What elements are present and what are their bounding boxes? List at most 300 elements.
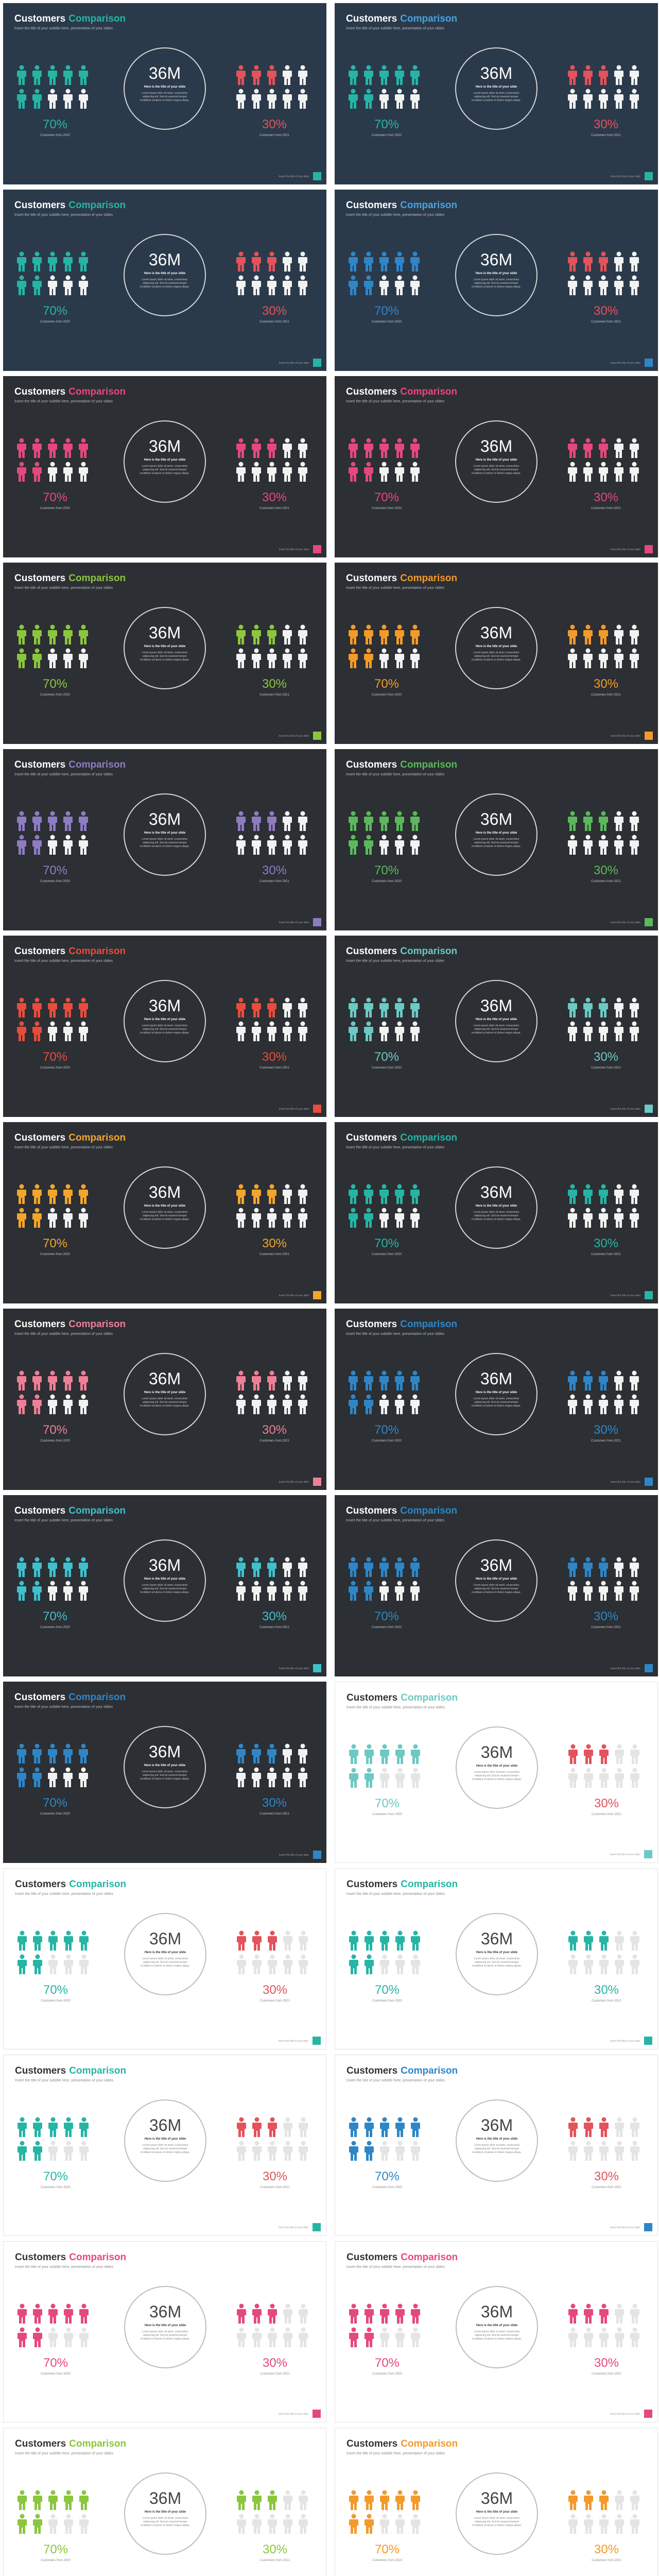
title-main: Customers — [346, 1132, 397, 1143]
right-label: Customers from 2021 — [259, 134, 289, 137]
person-icon — [63, 251, 73, 272]
people-group-right — [236, 438, 313, 482]
slide-subtitle: Insert the title of your subtitle here, presentation of your slides — [346, 2452, 445, 2455]
person-icon — [379, 1581, 389, 1601]
person-icon — [349, 2490, 359, 2511]
person-icon — [283, 2303, 293, 2324]
person-icon — [47, 1767, 58, 1788]
person-icon — [236, 1954, 247, 1975]
stat-heading: Here is the title of your slide — [475, 832, 517, 835]
person-icon — [630, 2117, 640, 2138]
person-icon — [630, 2327, 640, 2348]
title-accent: Comparison — [68, 759, 126, 770]
person-icon — [267, 811, 277, 832]
person-icon — [267, 89, 277, 109]
person-icon — [236, 1394, 246, 1415]
person-icon — [629, 462, 639, 482]
people-group-right — [567, 811, 645, 855]
person-icon — [614, 835, 624, 855]
person-icon — [410, 275, 420, 296]
person-icon — [567, 624, 578, 645]
person-icon — [32, 648, 42, 669]
person-icon — [282, 1184, 292, 1205]
person-icon — [614, 811, 624, 832]
stat-value: 36M — [480, 437, 513, 455]
person-icon — [16, 1184, 27, 1205]
stat-description: Lorem ipsum dolor sit amet, consectetur adipiscing elit. Sed do eiusmod tempor incididunt ut labore et dolore magna aliqua. — [140, 92, 189, 102]
stat-description: Lorem ipsum dolor sit amet, consectetur adipiscing elit. Sed do eiusmod tempor incididunt ut labore et dolore magna aliqua. — [472, 2330, 522, 2341]
stat-circle — [124, 1353, 206, 1435]
right-label: Customers from 2021 — [591, 134, 621, 137]
slide-subtitle: Insert the title of your subtitle here, presentation of your slides — [346, 1706, 445, 1709]
slide-title — [14, 1132, 126, 1144]
stat-description: Lorem ipsum dolor sit amet, consectetur adipiscing elit. Sed do eiusmod tempor incididunt ut labore et dolore magna aliqua. — [472, 1211, 521, 1221]
person-icon — [63, 1767, 73, 1788]
person-icon — [32, 1370, 42, 1391]
slide — [335, 1682, 658, 1863]
stat-description: Lorem ipsum dolor sit amet, consectetur adipiscing elit. Sed do eiusmod tempor incididunt ut labore et dolore magna aliqua. — [140, 1024, 189, 1035]
person-icon — [282, 438, 292, 459]
person-icon — [629, 1021, 639, 1042]
person-icon — [298, 1767, 308, 1788]
person-icon — [614, 89, 624, 109]
stat-heading: Here is the title of your slide — [476, 1765, 518, 1768]
left-percent: 70% — [42, 1050, 68, 1064]
person-icon — [410, 2117, 421, 2138]
page-number-badge — [313, 545, 321, 553]
slide-footer: Insert the title of your slide — [610, 735, 640, 738]
slide — [335, 1309, 658, 1490]
page-number-badge — [645, 172, 653, 180]
person-icon — [298, 997, 308, 1018]
stat-circle — [456, 2286, 538, 2368]
left-label: Customers from 2020 — [40, 693, 70, 697]
people-group-left — [348, 65, 425, 109]
person-icon — [267, 2117, 278, 2138]
person-icon — [63, 2303, 74, 2324]
person-icon — [32, 1767, 42, 1788]
slide — [335, 1868, 658, 2049]
person-icon — [17, 1954, 27, 1975]
people-group-right — [568, 2117, 645, 2161]
left-label: Customers from 2020 — [372, 507, 402, 510]
people-group-left — [16, 997, 94, 1042]
person-icon — [78, 1184, 89, 1205]
left-label: Customers from 2020 — [40, 880, 70, 883]
title-accent: Comparison — [68, 1132, 126, 1143]
person-icon — [410, 1208, 420, 1228]
person-icon — [282, 251, 292, 272]
stat-value: 36M — [148, 1183, 181, 1201]
stat-heading: Here is the title of your slide — [144, 1018, 186, 1021]
person-icon — [48, 1930, 58, 1951]
person-icon — [629, 811, 639, 832]
people-group-left — [17, 2303, 94, 2348]
slide-footer: Insert the title of your slide — [279, 175, 309, 178]
person-icon — [267, 2514, 278, 2534]
stat-description: Lorem ipsum dolor sit amet, consectetur adipiscing elit. Sed do eiusmod tempor incididunt ut labore et dolore magna aliqua. — [472, 278, 521, 289]
stat-heading: Here is the title of your slide — [144, 1951, 186, 1954]
people-group-right — [567, 1557, 645, 1601]
person-icon — [598, 462, 609, 482]
person-icon — [379, 1021, 389, 1042]
right-label: Customers from 2021 — [259, 1812, 289, 1816]
slide-title — [346, 759, 457, 771]
person-icon — [16, 1208, 27, 1228]
person-icon — [629, 648, 639, 669]
person-icon — [17, 1930, 27, 1951]
person-icon — [364, 1768, 374, 1788]
slide-subtitle: Insert the title of your subtitle here, presentation of your slides — [346, 1892, 445, 1896]
person-icon — [379, 65, 389, 86]
person-icon — [251, 65, 262, 86]
person-icon — [63, 1743, 73, 1764]
people-group-left — [348, 1370, 425, 1415]
title-main: Customers — [346, 759, 397, 770]
left-percent: 70% — [42, 1423, 68, 1437]
person-icon — [629, 438, 639, 459]
title-accent: Comparison — [68, 1319, 126, 1330]
title-accent: Comparison — [400, 200, 458, 211]
stat-description: Lorem ipsum dolor sit amet, consectetur adipiscing elit. Sed do eiusmod tempor incididunt ut labore et dolore magna aliqua. — [140, 278, 189, 289]
left-label: Customers from 2020 — [372, 880, 402, 883]
person-icon — [16, 648, 27, 669]
person-icon — [394, 89, 405, 109]
left-percent: 70% — [43, 2356, 68, 2370]
people-group-right — [236, 2490, 314, 2534]
slide-subtitle: Insert the title of your subtitle here, presentation of your slides — [14, 773, 113, 776]
title-accent: Comparison — [400, 1132, 458, 1143]
person-icon — [363, 1394, 374, 1415]
left-label: Customers from 2020 — [41, 2372, 71, 2376]
person-icon — [349, 1744, 359, 1765]
people-group-right — [236, 624, 313, 669]
slide-subtitle: Insert the title of your subtitle here, presentation of your slides — [14, 1705, 113, 1709]
person-icon — [252, 2514, 262, 2534]
person-icon — [63, 1021, 73, 1042]
person-icon — [32, 1184, 42, 1205]
page-number-badge — [313, 1664, 321, 1672]
person-icon — [78, 65, 89, 86]
title-main: Customers — [14, 13, 66, 24]
page-number-badge — [644, 1850, 652, 1858]
person-icon — [410, 89, 420, 109]
title-accent: Comparison — [401, 1879, 458, 1890]
people-group-right — [236, 251, 313, 296]
person-icon — [363, 275, 374, 296]
slide-title — [346, 2438, 458, 2450]
title-accent: Comparison — [401, 2252, 458, 2263]
stat-circle — [124, 980, 206, 1062]
person-icon — [410, 1768, 421, 1788]
slide-subtitle: Insert the title of your subtitle here, presentation of your slides — [346, 773, 445, 776]
title-main: Customers — [346, 2065, 398, 2076]
stat-heading: Here is the title of your slide — [144, 2511, 186, 2514]
slide — [3, 936, 326, 1117]
title-main: Customers — [346, 2438, 398, 2449]
person-icon — [267, 438, 277, 459]
slide-title — [346, 1132, 457, 1144]
person-icon — [48, 2327, 58, 2348]
person-icon — [614, 462, 624, 482]
slide-subtitle: Insert the title of your subtitle here, presentation of your slides — [14, 959, 113, 963]
person-icon — [583, 89, 593, 109]
slide — [335, 2055, 658, 2236]
person-icon — [236, 648, 246, 669]
person-icon — [78, 1021, 89, 1042]
slide-subtitle: Insert the title of your subtitle here, presentation of your slides — [346, 1519, 445, 1522]
person-icon — [349, 2141, 359, 2161]
person-icon — [78, 648, 89, 669]
slide-footer: Insert the title of your slide — [279, 1294, 309, 1297]
person-icon — [583, 65, 593, 86]
person-icon — [599, 2117, 609, 2138]
person-icon — [47, 1581, 58, 1601]
person-icon — [568, 1930, 578, 1951]
person-icon — [395, 1930, 405, 1951]
stat-heading: Here is the title of your slide — [475, 1018, 517, 1021]
right-label: Customers from 2021 — [592, 2559, 621, 2562]
slide — [3, 563, 326, 744]
right-percent: 30% — [262, 1050, 287, 1064]
person-icon — [567, 1208, 578, 1228]
person-icon — [251, 1743, 262, 1764]
stat-description: Lorem ipsum dolor sit amet, consectetur adipiscing elit. Sed do eiusmod tempor incididunt ut labore et dolore magna aliqua. — [472, 1584, 521, 1594]
person-icon — [583, 1370, 593, 1391]
slide-subtitle: Insert the title of your subtitle here, presentation of your slides — [15, 2265, 114, 2269]
stat-circle — [456, 1913, 538, 1995]
stat-value: 36M — [148, 437, 181, 455]
person-icon — [614, 997, 624, 1018]
title-main: Customers — [14, 386, 66, 397]
stat-description: Lorem ipsum dolor sit amet, consectetur adipiscing elit. Sed do eiusmod tempor incididunt ut labore et dolore magna aliqua. — [141, 2144, 190, 2154]
person-icon — [298, 1930, 308, 1951]
person-icon — [614, 2141, 625, 2161]
right-percent: 30% — [593, 863, 619, 877]
person-icon — [16, 438, 27, 459]
person-icon — [267, 275, 277, 296]
people-group-right — [567, 438, 645, 482]
person-icon — [567, 997, 578, 1018]
right-label: Customers from 2021 — [591, 1626, 621, 1629]
person-icon — [583, 624, 593, 645]
slide-footer: Insert the title of your slide — [610, 548, 640, 551]
person-icon — [251, 89, 262, 109]
person-icon — [349, 1954, 359, 1975]
page-number-badge — [313, 359, 321, 367]
slide-footer: Insert the title of your slide — [279, 1854, 309, 1857]
person-icon — [364, 1954, 374, 1975]
slide — [335, 376, 658, 557]
person-icon — [583, 1021, 593, 1042]
person-icon — [16, 835, 27, 855]
slide-subtitle: Insert the title of your subtitle here, presentation of your slides — [14, 27, 113, 30]
person-icon — [32, 1021, 42, 1042]
person-icon — [283, 2141, 293, 2161]
person-icon — [17, 2490, 27, 2511]
people-group-right — [568, 2490, 645, 2534]
page-number-badge — [313, 2223, 321, 2231]
stat-heading: Here is the title of your slide — [475, 272, 517, 275]
person-icon — [298, 1370, 308, 1391]
stat-heading: Here is the title of your slide — [144, 1764, 186, 1767]
person-icon — [63, 462, 73, 482]
left-label: Customers from 2020 — [372, 2186, 402, 2189]
slide-footer: Insert the title of your slide — [610, 921, 640, 924]
left-percent: 70% — [374, 304, 400, 318]
slide — [335, 1495, 658, 1676]
person-icon — [410, 251, 420, 272]
person-icon — [348, 1208, 358, 1228]
person-icon — [410, 2514, 421, 2534]
title-accent: Comparison — [68, 200, 126, 211]
person-icon — [583, 462, 593, 482]
stat-description: Lorem ipsum dolor sit amet, consectetur adipiscing elit. Sed do eiusmod tempor incididunt ut labore et dolore magna aliqua. — [141, 2330, 190, 2341]
left-percent: 70% — [374, 1983, 400, 1997]
person-icon — [348, 438, 358, 459]
person-icon — [17, 2117, 27, 2138]
stat-value: 36M — [480, 1743, 513, 1761]
person-icon — [298, 1184, 308, 1205]
person-icon — [410, 1930, 421, 1951]
person-icon — [379, 811, 389, 832]
person-icon — [629, 251, 639, 272]
person-icon — [283, 1954, 293, 1975]
person-icon — [282, 1021, 292, 1042]
person-icon — [298, 2117, 308, 2138]
person-icon — [298, 1208, 308, 1228]
stat-description: Lorem ipsum dolor sit amet, consectetur adipiscing elit. Sed do eiusmod tempor incididunt ut labore et dolore magna aliqua. — [140, 1211, 189, 1221]
stat-circle — [124, 2099, 206, 2182]
person-icon — [298, 438, 308, 459]
people-group-left — [349, 2117, 426, 2161]
stat-value: 36M — [480, 1929, 513, 1948]
person-icon — [348, 1370, 358, 1391]
person-icon — [48, 2490, 58, 2511]
person-icon — [394, 1370, 405, 1391]
people-group-right — [236, 2117, 314, 2161]
slide-title — [346, 573, 457, 584]
title-main: Customers — [14, 1319, 66, 1330]
person-icon — [410, 1370, 420, 1391]
person-icon — [47, 251, 58, 272]
person-icon — [47, 65, 58, 86]
person-icon — [17, 2141, 27, 2161]
person-icon — [410, 835, 420, 855]
slide-footer: Insert the title of your slide — [279, 735, 309, 738]
slide-footer: Insert the title of your slide — [278, 2413, 308, 2416]
slide-footer: Insert the title of your slide — [279, 1481, 309, 1484]
person-icon — [410, 65, 420, 86]
person-icon — [267, 1557, 277, 1578]
right-percent: 30% — [262, 2170, 288, 2183]
person-icon — [583, 648, 593, 669]
person-icon — [78, 438, 89, 459]
slide-subtitle: Insert the title of your subtitle here, presentation of your slides — [14, 586, 113, 590]
person-icon — [63, 89, 73, 109]
person-icon — [32, 251, 42, 272]
title-accent: Comparison — [401, 2438, 458, 2449]
person-icon — [251, 275, 262, 296]
left-label: Customers from 2020 — [372, 1066, 402, 1070]
person-icon — [63, 997, 73, 1018]
person-icon — [236, 2303, 247, 2324]
person-icon — [282, 1767, 292, 1788]
stat-circle — [455, 1166, 537, 1249]
people-group-left — [348, 1184, 425, 1228]
title-main: Customers — [14, 1692, 66, 1703]
stat-description: Lorem ipsum dolor sit amet, consectetur adipiscing elit. Sed do eiusmod tempor incididunt ut labore et dolore magna aliqua. — [140, 1584, 189, 1594]
person-icon — [282, 811, 292, 832]
person-icon — [298, 811, 308, 832]
person-icon — [629, 65, 639, 86]
stat-heading: Here is the title of your slide — [475, 86, 517, 89]
right-label: Customers from 2021 — [591, 880, 621, 883]
person-icon — [348, 835, 358, 855]
stat-description: Lorem ipsum dolor sit amet, consectetur adipiscing elit. Sed do eiusmod tempor incididunt ut labore et dolore magna aliqua. — [140, 838, 189, 848]
slide-title — [346, 200, 457, 211]
person-icon — [614, 2490, 625, 2511]
person-icon — [282, 1557, 292, 1578]
slide-subtitle: Insert the title of your subtitle here, presentation of your slides — [346, 400, 445, 403]
person-icon — [47, 624, 58, 645]
person-icon — [348, 1557, 358, 1578]
person-icon — [236, 251, 246, 272]
slide-title — [346, 1319, 457, 1330]
left-label: Customers from 2020 — [40, 1439, 70, 1443]
title-main: Customers — [346, 13, 397, 24]
slide-title — [15, 2252, 126, 2263]
person-icon — [629, 275, 639, 296]
person-icon — [363, 811, 374, 832]
left-label: Customers from 2020 — [372, 1999, 402, 2003]
person-icon — [298, 624, 308, 645]
stat-heading: Here is the title of your slide — [144, 459, 186, 462]
person-icon — [236, 1581, 246, 1601]
stat-heading: Here is the title of your slide — [144, 645, 186, 648]
person-icon — [394, 65, 405, 86]
person-icon — [251, 997, 262, 1018]
person-icon — [363, 89, 374, 109]
left-label: Customers from 2020 — [372, 320, 402, 324]
person-icon — [16, 624, 27, 645]
person-icon — [282, 1208, 292, 1228]
person-icon — [598, 251, 609, 272]
people-group-left — [348, 997, 425, 1042]
people-group-right — [236, 1930, 314, 1975]
person-icon — [379, 2327, 390, 2348]
person-icon — [395, 2303, 405, 2324]
person-icon — [394, 1208, 405, 1228]
slide — [335, 749, 658, 930]
slide-footer: Insert the title of your slide — [278, 2040, 308, 2043]
people-group-right — [567, 997, 645, 1042]
slide-title — [14, 946, 126, 957]
right-percent: 30% — [262, 2356, 288, 2370]
person-icon — [16, 1581, 27, 1601]
slide-subtitle: Insert the title of your subtitle here, presentation of your slides — [346, 1146, 445, 1149]
people-group-right — [568, 2303, 645, 2348]
person-icon — [236, 438, 246, 459]
person-icon — [79, 1930, 89, 1951]
title-main: Customers — [15, 2438, 66, 2449]
person-icon — [379, 89, 389, 109]
person-icon — [614, 1581, 624, 1601]
right-label: Customers from 2021 — [259, 1253, 289, 1256]
person-icon — [568, 1744, 578, 1765]
person-icon — [236, 997, 246, 1018]
person-icon — [363, 1208, 374, 1228]
